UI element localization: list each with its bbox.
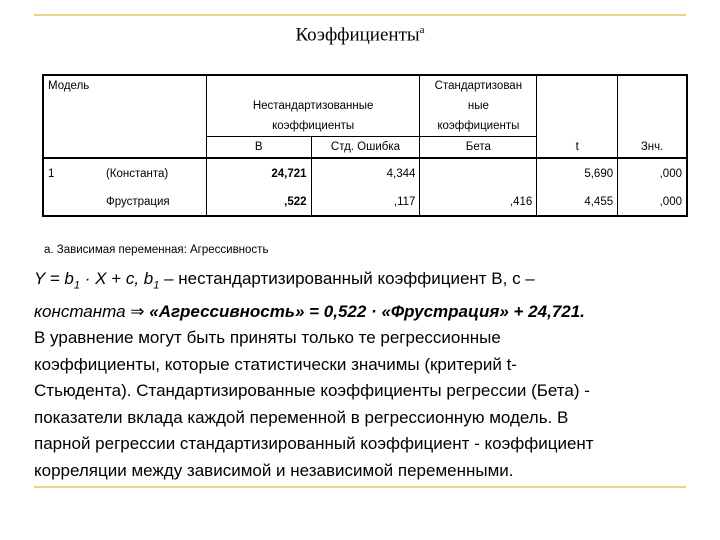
top-divider [34, 14, 686, 16]
header-row-3 [43, 116, 687, 137]
coef-beta: ,416 [420, 189, 537, 216]
coef-b: 24,721 [206, 158, 311, 189]
header-row-1 [43, 75, 687, 96]
coef-beta [420, 158, 537, 189]
col-se-header: Стд. Ошибка [311, 137, 420, 159]
model-number [43, 189, 102, 216]
table-row [43, 158, 687, 189]
explanation-text [34, 266, 700, 484]
text-line-1: $Y = b_1 \cdot X + c$, $b_1$ – нестандартизированный коэффициент B, с – [34, 269, 535, 292]
col-sig-header: Знч. [618, 137, 687, 159]
coef-se: 4,344 [311, 158, 420, 189]
table-row [43, 189, 687, 216]
unstd-header-2: коэффициенты [206, 116, 420, 137]
implies-arrow-icon: ⇒ [130, 301, 145, 321]
coef-t: 5,690 [537, 158, 618, 189]
text-line-8: корреляции между зависимой и независимой переменными. [34, 460, 514, 480]
text-line-2: константа ⇒ «Агрессивность» = 0,522 · «Фрустрация» + 24,721. [34, 301, 585, 321]
predictor-name: Фрустрация [102, 189, 206, 216]
table-title-text: Коэффициенты [295, 24, 420, 46]
unstd-header-1: Нестандартизованные [206, 96, 420, 116]
table-title-superscript: a [419, 24, 425, 36]
text-line-7: парной регрессии стандартизированный коэффициент - коэффициент [34, 434, 594, 454]
coef-se: ,117 [311, 189, 420, 216]
table-title [0, 24, 720, 46]
header-row-2 [43, 96, 687, 116]
std-header-3: коэффициенты [420, 116, 537, 137]
header-row-4 [43, 137, 687, 159]
coefficients-table [42, 74, 688, 217]
bottom-divider [34, 486, 686, 488]
text-line-4: коэффициенты, которые статистически значимы (критерий t- [34, 354, 517, 374]
col-t-header: t [537, 137, 618, 159]
text-line-5: Стьюдента). Стандартизированные коэффициенты регрессии (Бета) - [34, 381, 590, 401]
text-line-3: В уравнение могут быть приняты только те регрессионные [34, 328, 501, 348]
std-header-1: Стандартизован [420, 75, 537, 96]
col-beta-header: Бета [420, 137, 537, 159]
coef-b: ,522 [206, 189, 311, 216]
predictor-name: (Константа) [105, 168, 169, 180]
coef-t: 4,455 [537, 189, 618, 216]
coef-sig: ,000 [618, 189, 687, 216]
std-header-2: ные [420, 96, 537, 116]
col-b-header: B [206, 137, 311, 159]
text-line-6: показатели вклада каждой переменной в регрессионную модель. В [34, 407, 569, 427]
model-header: Модель [43, 75, 102, 96]
coef-sig: ,000 [618, 158, 687, 189]
model-number: 1 [43, 158, 102, 189]
table-footnote: a. Зависимая переменная: Агрессивность [44, 244, 269, 256]
